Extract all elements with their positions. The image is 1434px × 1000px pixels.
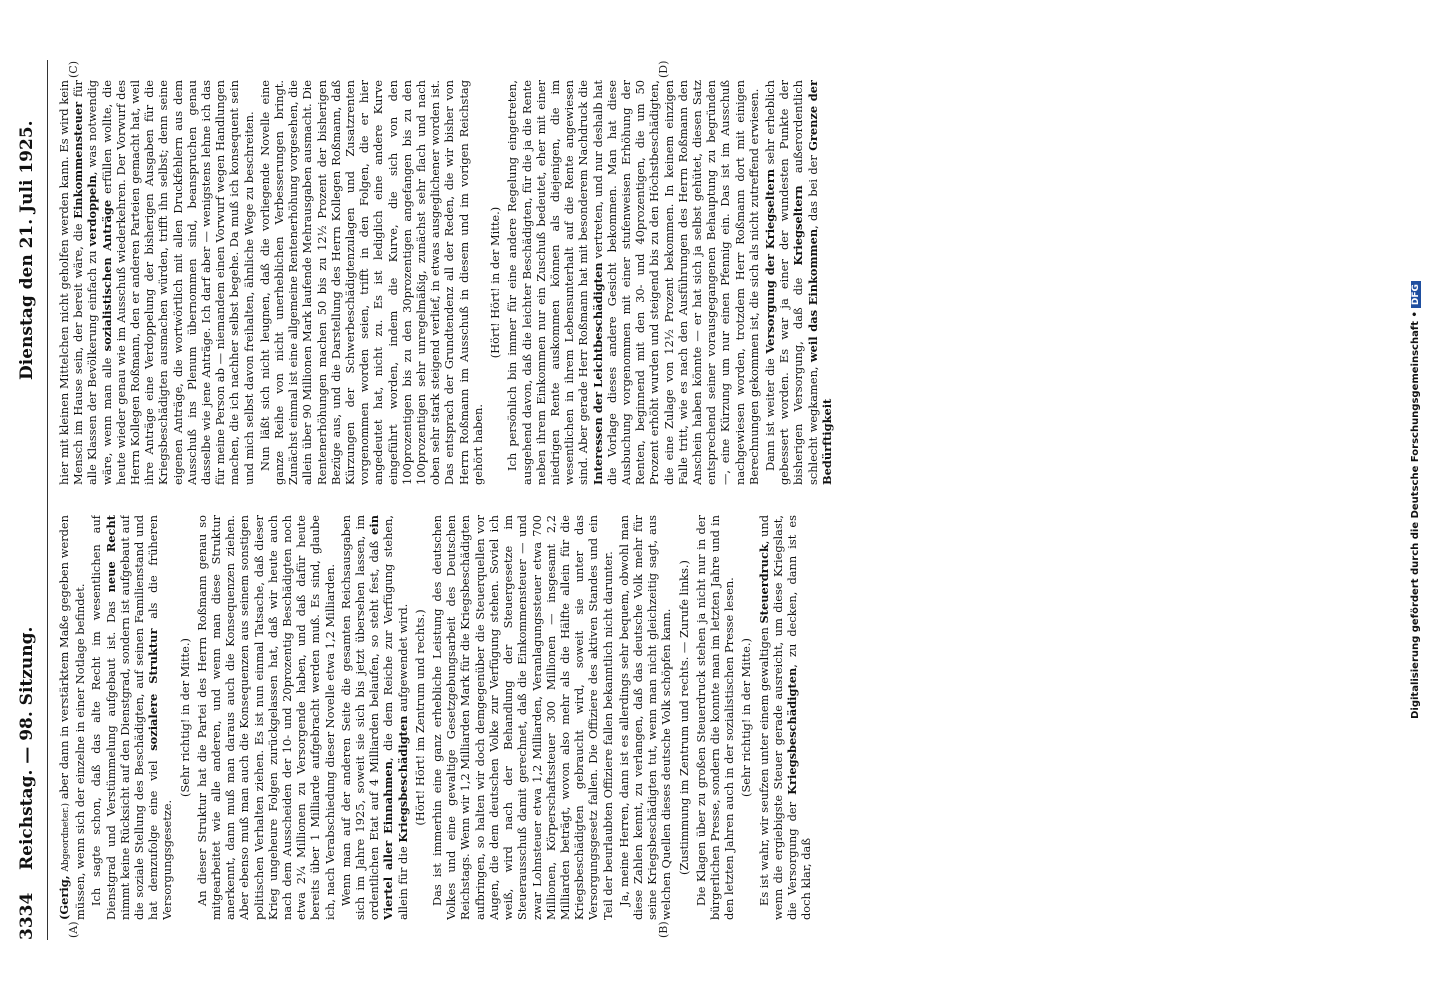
text-run: , das bei der [805,150,820,229]
text-run: nimmt keine Rücksicht auf den Dienstgrad, sondern ist aufgebaut auf die soziale Stellung des Beschädigten, auf seinen Familienstand und hat demzufolge eine viel [117,515,161,920]
interjection: (Hört! Hört! in der Mitte.) [488,206,503,359]
dfg-logo: DFG [1411,281,1421,308]
margin-marker-b: (B) [657,921,670,938]
text-run: , und wenn die ergiebigste Steuer gerade ausreicht, um diese Kriegslast, die Versorgung der [756,515,799,920]
text-run: erfüllen wollte, die heute wieder genau wie im Ausschuß wiederkehren. Der Vorwurf des Herrn Kollegen Roßmann, den er anderen Parteien gemacht hat, weil ihre Anträge eine Verdoppelung der bisherigen Ausgaben für die Kriegsbeschädigten ausmachen würden, trifft ihn selbst; denn seine eigenen Anträge, die wortwörtlich mit allen Druckfehlern aus dem Ausschuß ins Plenum übernommen sind, beanspruchen genau dasselbe wie jene Anträge. Ich darf aber — wenigstens lehne ich das für meine Person ab — niemandem einen Vorwurf wegen Handlungen machen, die ich nachher selbst begehe. Da muß ich konsequent sein und mich selbst davon freihalten, ähnliche Wege zu beschreiten. [99,80,256,485]
paragraph: An dieser Struktur hat die Partei des Herrn Roßmann genau so mitgearbeitet wie alle anderen, und wenn man diese Struktur anerkennt, dann muß man daraus auch die Konsequenzen ziehen. Aber ebenso muß man auch die Konsequenzen aus seinem sonstigen politischen Verhalten ziehen. Es ist nun einmal Tatsache, daß dieser Krieg ungeheure Folgen zurückgelassen hat, daß wir heute auch nach dem Ausscheiden der 10- und 20prozentig Beschädigten noch etwa 2¼ Millionen zu Versorgende haben, und daß dafür heute bereits über 1 Milliarde aufgebracht werden muß. Es sind, glaube ich, nach Verabschiedung dieser Novelle etwa 1,2 Milliarden. [194,515,337,920]
paragraph [505,80,761,485]
text-run: Wenn man auf der anderen Seite die gesamten Reichsausgaben sich im Jahre 1925, soweit sie sich bis jetzt übersehen lassen, im ordentlichen Etat auf 4 Milliarden belaufen, so steht fest, daß [338,515,382,920]
paragraph: Das ist immerhin eine ganz erhebliche Leistung des deutschen Volkes und eine gewaltige Gesetzgebungsarbeit des Deutschen Reichstags. Wenn wir 1,2 Milliarden Mark für die Kriegsbeschädigten aufbringen, so halten wir doch demgegenüber die Steuerquellen vor Augen, die dem deutschen Volke zur Verfügung stehen. Soviel ich weiß, wird nach der Behandlung der Steuergesetze im Steuerausschuß damit gerechnet, daß die Einkommensteuer — und zwar Lohnsteuer etwa 1,2 Milliarden, Veranlagungssteuer etwa 700 Millionen, Körperschaftssteuer 300 Millionen — insgesamt 2,2 Milliarden beträgt, wovon also mehr als die Hälfte allein für die Kriegsbeschädigten gebraucht wird, soweit sie unter das Versorgungsgesetz fallen. Die Offiziere des aktiven Standes und ein Teil der beurlaubten Offiziere fallen bekanntlich nicht darunter. [430,515,615,920]
emphasis-text: weil das Einkommen [805,228,820,363]
emphasis-text: Kriegsbeschädigten [784,667,799,795]
margin-marker-c: (C) [67,61,80,78]
rotated-document-page [7,60,1287,940]
text-run: Es ist wahr, wir seufzen unter einem gewaltigen [756,623,771,906]
text-run: sehr erheblich gebessert worden. Es war ja einer der wundesten Punkte der bisherigen Versorgung, daß die [762,80,806,485]
text-run: Dann ist weiter die [762,353,777,471]
emphasis-text: neue Recht [103,515,118,593]
text-run: Ich persönlich bin immer für eine andere Regelung eingetreten, ausgehend davon, daß die leichter Beschädigten, für die ja die Rente neben ihrem Einkommen nur ein Zuschuß bedeutet, eher mit einer niedrigen Rente auskommen können als diejenigen, die im wesentlichen in ihrem Lebensunterhalt auf die Rente angewiesen sind. Aber gerade Herr Roßmann hat mit besonderem Nachdruck die [505,80,591,485]
text-run: vertreten, und nur deshalb hat die Vorlage dieses andere Gesicht bekommen. Man hat diese Ausbuchung vorgenommen mit einer stufenweisen Erhöhung der Renten, beginnend mit den 30- und 40prozentigen, die um 50 Prozent erhöht wurden und steigend bis zu den Höchstbeschädigten, die eine Zulage von 12½ Prozent bekommen. In keinem einzigen Falle tritt, wie es nach den Ausführungen des Herrn Roßmann den Anschein haben könnte — er hat sich ja selbst gehütet, diesen Satz entsprechend seiner vorausgegangenen Behauptung zu begründen —, eine Kürzung um nur einen Pfennig ein. Das ist im Ausschuß nachgewiesen worden, trotzdem Herr Roßmann dort mit einigen Berechnungen gekommen ist, die sich als nicht zutreffend erwiesen. [590,80,761,485]
text-run: hier mit kleinen Mittelchen nicht geholfen werden kann. Es wird kein Mensch im Hause sein, der bereit wäre, die [57,80,86,485]
interjection: (Hört! Hört! im Zentrum und rechts.) [412,609,427,826]
paragraph [57,80,256,485]
paragraph: Ja, meine Herren, dann ist es allerdings sehr bequem, obwohl man diese Zahlen kennt, zu verlangen, daß das deutsche Volk mehr für seine Kriegsbeschädigten tut, wenn man nicht gleichzeitig sagt, aus welchen Quellen dieses deutsche Volk schöpfen kann. [616,515,674,920]
text-run: als die früheren Versorgungsgesetze. [146,515,175,920]
interjection: (Zustimmung im Zentrum und rechts. — Zurufe links.) [676,560,691,875]
session-title: Reichstag. — 98. Sitzung. [17,626,37,870]
emphasis-text: Steuerdruck [756,544,771,624]
emphasis-text: ein Viertel aller Einnahmen [367,515,396,920]
paragraph [763,80,834,485]
paragraph: Nun läßt sich nicht leugnen, daß die vorliegende Novelle eine ganze Reihe von nicht unerheblichen Verbesserungen bringt. Zunächst einmal ist eine allgemeine Rentenerhöhung vorgesehen, die allein über 90 Millionen Mark laufende Mehrausgaben ausmacht. Die Rentenerhöhungen machen 50 bis zu 12½ Prozent der bisherigen Bezüge aus, und die Darstellung des Herrn Kollegen Roßmann, daß Kürzungen der Schwerbeschädigtenzulagen und Zusatzrenten vorgenommen worden seien, trifft in den Folgen, die er hier angedeutet hat, nicht zu. Es ist lediglich eine andere Kurve eingeführt worden, indem die Kurve, die sich von den 100prozentigen bis zu den 30prozentigen angefangen bis zu den 100prozentigen sehr unregelmäßig, zunächst sehr flach und nach oben sehr stark steigend verlief, in etwas ausgeglichener worden ist. Das entsprach der Grundtendenz all der Reden, die wir bisher von Herrn Roßmann im Ausschuß in diesem und im vorigen Reichstag gehört haben. [257,80,485,485]
emphasis-text: Interessen der Leichtbeschädigten [590,262,605,485]
page-number: 3334 [17,892,37,940]
margin-marker-d: (D) [657,60,670,78]
left-text-column [57,515,1277,920]
paragraph: Die Klagen über zu großen Steuerdruck stehen ja nicht nur in der bürgerlichen Presse, sondern die konnte man im letzten Jahre und in den letzten Jahren auch in der sozialistischen Presse lesen. [693,515,737,920]
paragraph [57,515,87,920]
paragraph [89,515,174,920]
paragraph [339,515,410,920]
text-run: aufgewendet wird. [395,603,410,716]
credit-text: Digitalisierung gefördert durch die Deutsche Forschungsgemeinschaft • [1410,311,1421,719]
text-run: außerordentlich schlecht wegkamen, [791,80,820,485]
digitization-credit [1410,0,1426,1000]
session-date: Dienstag den 21. Juli 1925. [17,120,37,380]
text-run: , was notwendig wäre, wenn man alle [85,80,114,485]
margin-marker-a: (A) [67,921,80,938]
emphasis-text: Einkommensteuer [71,101,86,219]
text-run: Ich sagte schon, daß das alte Recht im wesentlichen auf Dienstgrad und Verstümmelung aufgebaut ist. Das [89,515,118,920]
emphasis-text: Kriegsbeschädigten [395,715,410,843]
right-text-column [57,80,1277,485]
interjection: (Sehr richtig! in der Mitte.) [739,638,754,797]
text-run: , zu decken, dann ist es doch klar, daß [784,515,814,920]
page-header [7,60,48,940]
text-run: für alle Klassen der Bevölkerung einfach zu [71,80,100,485]
paragraph [757,515,814,920]
emphasis-text: sozialistischen Anträge [99,199,114,352]
emphasis-text: sozialere Struktur [146,628,161,751]
emphasis-text: Versorgung der Kriegseltern [762,168,777,354]
emphasis-text: verdoppeln [85,175,100,247]
interjection: (Sehr richtig! in der Mitte.) [177,638,192,797]
emphasis-text: Grenze der Bedürftigkeit [805,80,834,485]
speaker-role: Abgeordneter.) [61,803,71,872]
paragraph-text: aber dann in verstärktem Maße gegeben werden müssen, wenn sich der einzelne in einer Notlage befindet. [57,515,88,920]
text-run: , die dem Reiche zur Verfügung stehen, allein für die [381,515,410,920]
emphasis-text: Kriegseltern [791,185,806,266]
speaker-name: (Gerig, [57,875,71,920]
